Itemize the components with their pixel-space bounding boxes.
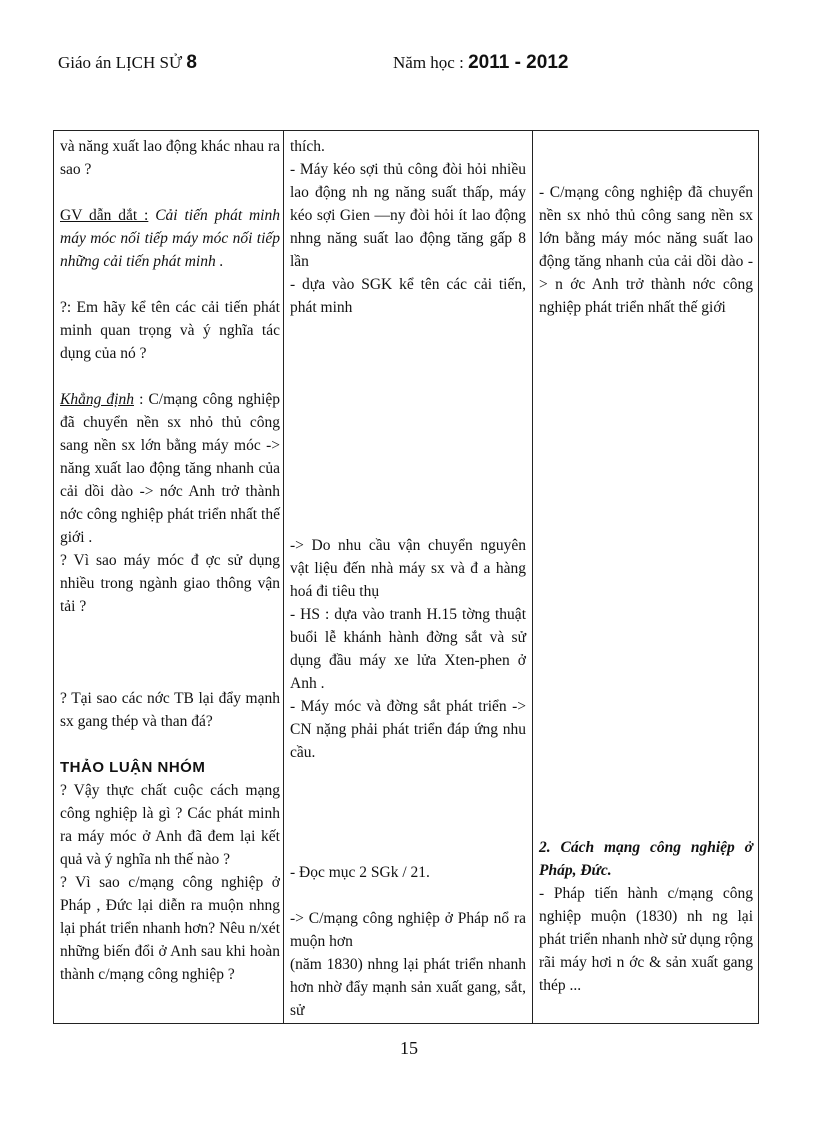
answer-text: (năm 1830) nhng lại phát triển nhanh hơn nhờ đẩy mạnh sản xuất gang, sắt, sử [290,956,526,1019]
header-grade: 8 [186,52,197,73]
answer-text: -> Do nhu cầu vận chuyển nguyên vật liệu đến nhà máy sx và đ a hàng hoá đi tiêu thụ [290,537,526,600]
answer-text: - Đọc mục 2 SGk / 21. [290,864,430,881]
answer-text: - dựa vào SGK kể tên các cải tiến, phát minh [290,276,526,316]
affirm-text: : C/mạng công nghiệp đã chuyển nền sx nhỏ thủ công sang nền sx lớn bằng máy móc -> năng xuất lao động tăng nhanh của cải dồi dào -> nớc Anh trở thành nớc công nghiệp phát triển nhất thế giới . [60,391,280,546]
gv-intro [60,204,280,273]
content-text: - Pháp tiến hành c/mạng công nghiệp muộn (1830) nh ng lại phát triển nhanh nhờ sử dụng rộng rãi máy hơi n ớc & sản xuất gang thép ... [539,885,753,994]
student-column-part2 [290,534,526,764]
column-divider [532,131,533,1023]
lesson-table [53,130,759,1024]
question-text: ? Vì sao c/mạng công nghiệp ở Pháp , Đức lại diễn ra muộn nhng lại phát triển nhanh hơn? Nêu n/xét những biến đổi ở Anh sau khi hoàn thành c/mạng công nghiệp ? [60,874,280,983]
header-subject-label: Giáo án LỊCH SỬ [58,53,183,72]
content-column [539,181,753,319]
student-column [290,135,526,319]
header-subject [58,52,197,74]
question-text: ? Vậy thực chất cuộc cách mạng công nghiệp là gì ? Các phát minh ra máy móc ở Anh đã đem lại kết quả và ý nghĩa nh thế nào ? [60,782,280,868]
question-text: ?: Em hãy kể tên các cải tiến phát minh quan trọng và ý nghĩa tác dụng của nó ? [60,299,280,362]
page-number: 15 [400,1038,418,1058]
gv-text: Cải tiến phát minh máy móc nối tiếp máy móc nối tiếp những cải tiến phát minh . [60,207,280,270]
header-school-year [393,52,568,74]
answer-text: - Máy móc và đờng sắt phát triển -> CN nặng phải phát triển đáp ứng nhu cầu. [290,698,526,761]
answer-text: thích. [290,138,325,155]
section-title: 2. Cách mạng công nghiệp ở Pháp, Đức. [539,839,753,879]
column-divider [283,131,284,1023]
content-column-part2 [539,836,753,997]
affirmation [60,388,280,549]
question-text: và năng xuất lao động khác nhau ra sao ? [60,138,280,178]
content-text: - C/mạng công nghiệp đã chuyển nền sx nhỏ thủ công sang nền sx lớn bằng máy móc năng suất lao động tăng nhanh của cải dồi dào -> n ớc Anh trở thành nớc công nghiệp phát triển nhất thế giới [539,184,753,316]
affirm-label: Khẳng định [60,391,134,408]
teacher-column [60,135,280,986]
student-column-part3 [290,861,526,1022]
header-year-label: Năm học : [393,53,464,72]
gv-label: GV dẫn dắt : [60,207,149,224]
header-year-value: 2011 - 2012 [468,52,569,73]
group-discussion-title: THẢO LUẬN NHÓM [60,759,206,776]
answer-text: - HS : dựa vào tranh H.15 tờng thuật buổi lễ khánh hành đờng sắt và sử dụng đầu máy xe lửa Xten-phen ở Anh . [290,606,526,692]
question-text: ? Tại sao các nớc TB lại đẩy mạnh sx gang thép và than đá? [60,690,280,730]
question-text: ? Vì sao máy móc đ ợc sử dụng nhiều trong ngành giao thông vận tải ? [60,552,280,615]
answer-text: - Máy kéo sợi thủ công đòi hỏi nhiều lao động nh ng năng suất thấp, máy kéo sợi Gien —ny đòi hỏi ít lao động nhng năng suất lao động tăng gấp 8 lần [290,161,526,270]
answer-text: -> C/mạng công nghiệp ở Pháp nổ ra muộn hơn [290,910,526,950]
